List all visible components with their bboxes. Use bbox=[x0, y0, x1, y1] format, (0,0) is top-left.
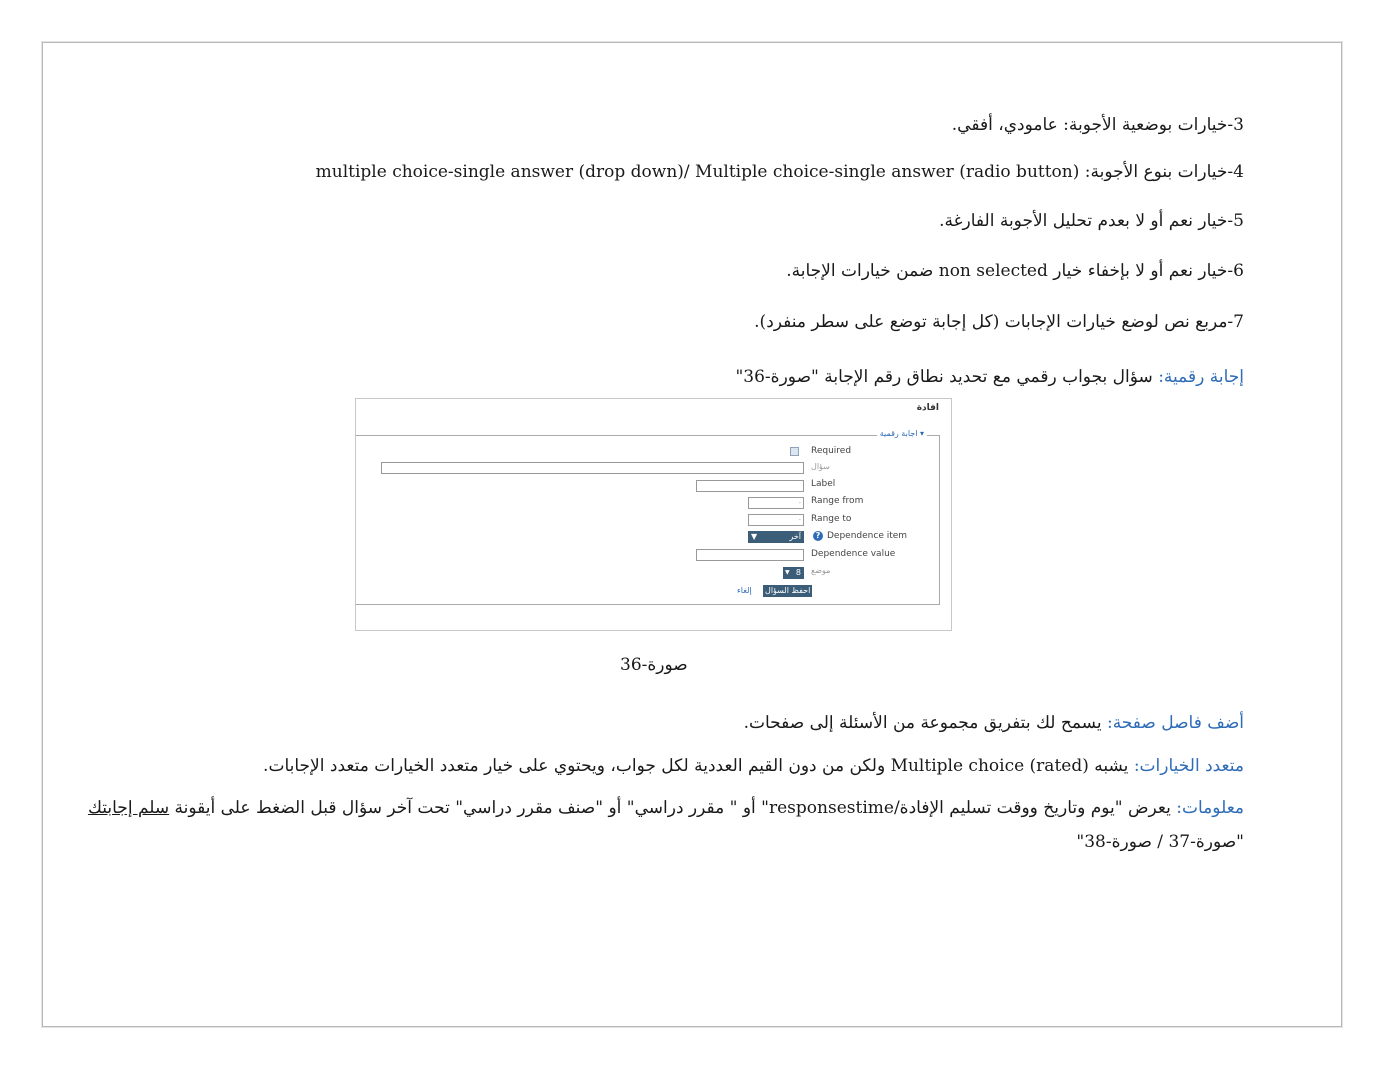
multiple-choice-paragraph bbox=[263, 754, 1244, 778]
question-label: سؤال bbox=[811, 462, 830, 471]
multiple-choice-term: متعدد الخيارات: bbox=[1133, 756, 1244, 776]
dependence-item-label: Dependence item bbox=[827, 531, 908, 541]
position-selected: 8 bbox=[795, 568, 801, 577]
submit-answer-link: سلم إجابتك bbox=[87, 798, 170, 818]
label-label: Label bbox=[811, 479, 836, 489]
range-from-input[interactable]: - bbox=[748, 497, 804, 509]
page-break-term: أضف فاصل صفحة: bbox=[1106, 713, 1244, 733]
cancel-link[interactable]: إلغاء bbox=[737, 586, 752, 595]
multiple-choice-text: يشبه (Multiple choice (rated ولكن من دون القيم العددية لكل جواب، ويحتوي على خيار متعدد الخيارات متعدد الإجابات. bbox=[263, 756, 1134, 776]
required-label: Required bbox=[811, 446, 852, 456]
numeric-answer-text: سؤال بجواب رقمي مع تحديد نطاق رقم الإجابة "صورة-36" bbox=[735, 367, 1159, 387]
option-line-7: 7-مربع نص لوضع خيارات الإجابات (كل إجابة توضع على سطر منفرد). bbox=[754, 312, 1244, 332]
chevron-down-icon: ▼ bbox=[785, 569, 790, 576]
dependence-value-label: Dependence value bbox=[811, 549, 896, 559]
information-paragraph bbox=[88, 796, 1244, 820]
figure-36-screenshot bbox=[355, 398, 952, 631]
option-line-5: 5-خيار نعم أو لا بعدم تحليل الأجوبة الفارغة. bbox=[939, 211, 1244, 231]
option-line-3: 3-خيارات بوضعية الأجوبة: عامودي، أفقي. bbox=[951, 115, 1244, 135]
range-to-label: Range to bbox=[811, 514, 852, 524]
group-legend[interactable]: ▾ اجابة رقمية bbox=[877, 429, 927, 438]
dependence-item-selected: آخر bbox=[789, 532, 801, 541]
position-select[interactable] bbox=[783, 567, 804, 579]
information-term: معلومات: bbox=[1176, 798, 1244, 818]
numeric-answer-paragraph bbox=[735, 365, 1244, 389]
range-to-input[interactable]: - bbox=[748, 514, 804, 526]
dependence-item-select[interactable] bbox=[748, 531, 804, 543]
chevron-down-icon: ▼ bbox=[751, 532, 758, 541]
information-text: يعرض "يوم وتاريخ ووقت تسليم الإفادة/responsestime" أو " مقرر دراسي" أو "صنف مقرر دراسي" تحت آخر سؤال قبل الضغط على أيقونة bbox=[169, 798, 1177, 818]
figure-title: افادة bbox=[916, 403, 939, 413]
range-from-label: Range from bbox=[811, 496, 864, 506]
position-label: موضع bbox=[811, 566, 831, 575]
option-line-4: 4-خيارات بنوع الأجوبة: (multiple choice-single answer (drop down)/ Multiple choice-single answer (radio button bbox=[315, 162, 1244, 182]
information-figure-refs: "صورة-37 / صورة-38" bbox=[1076, 832, 1244, 852]
numeric-answer-group bbox=[356, 429, 940, 605]
page-break-paragraph bbox=[744, 711, 1244, 735]
save-question-button[interactable]: احفظ السؤال bbox=[765, 586, 811, 595]
page-break-text: يسمح لك بتفريق مجموعة من الأسئلة إلى صفحات. bbox=[743, 713, 1107, 733]
required-checkbox[interactable] bbox=[790, 447, 799, 456]
info-icon[interactable]: ? bbox=[813, 531, 823, 541]
dependence-value-input[interactable] bbox=[696, 549, 804, 561]
label-input[interactable] bbox=[696, 480, 804, 492]
option-line-6: 6-خيار نعم أو لا بإخفاء خيار non selected ضمن خيارات الإجابة. bbox=[786, 261, 1244, 281]
figure-caption: صورة-36 bbox=[620, 655, 688, 675]
numeric-answer-term: إجابة رقمية: bbox=[1158, 367, 1244, 387]
question-input[interactable] bbox=[381, 462, 804, 474]
